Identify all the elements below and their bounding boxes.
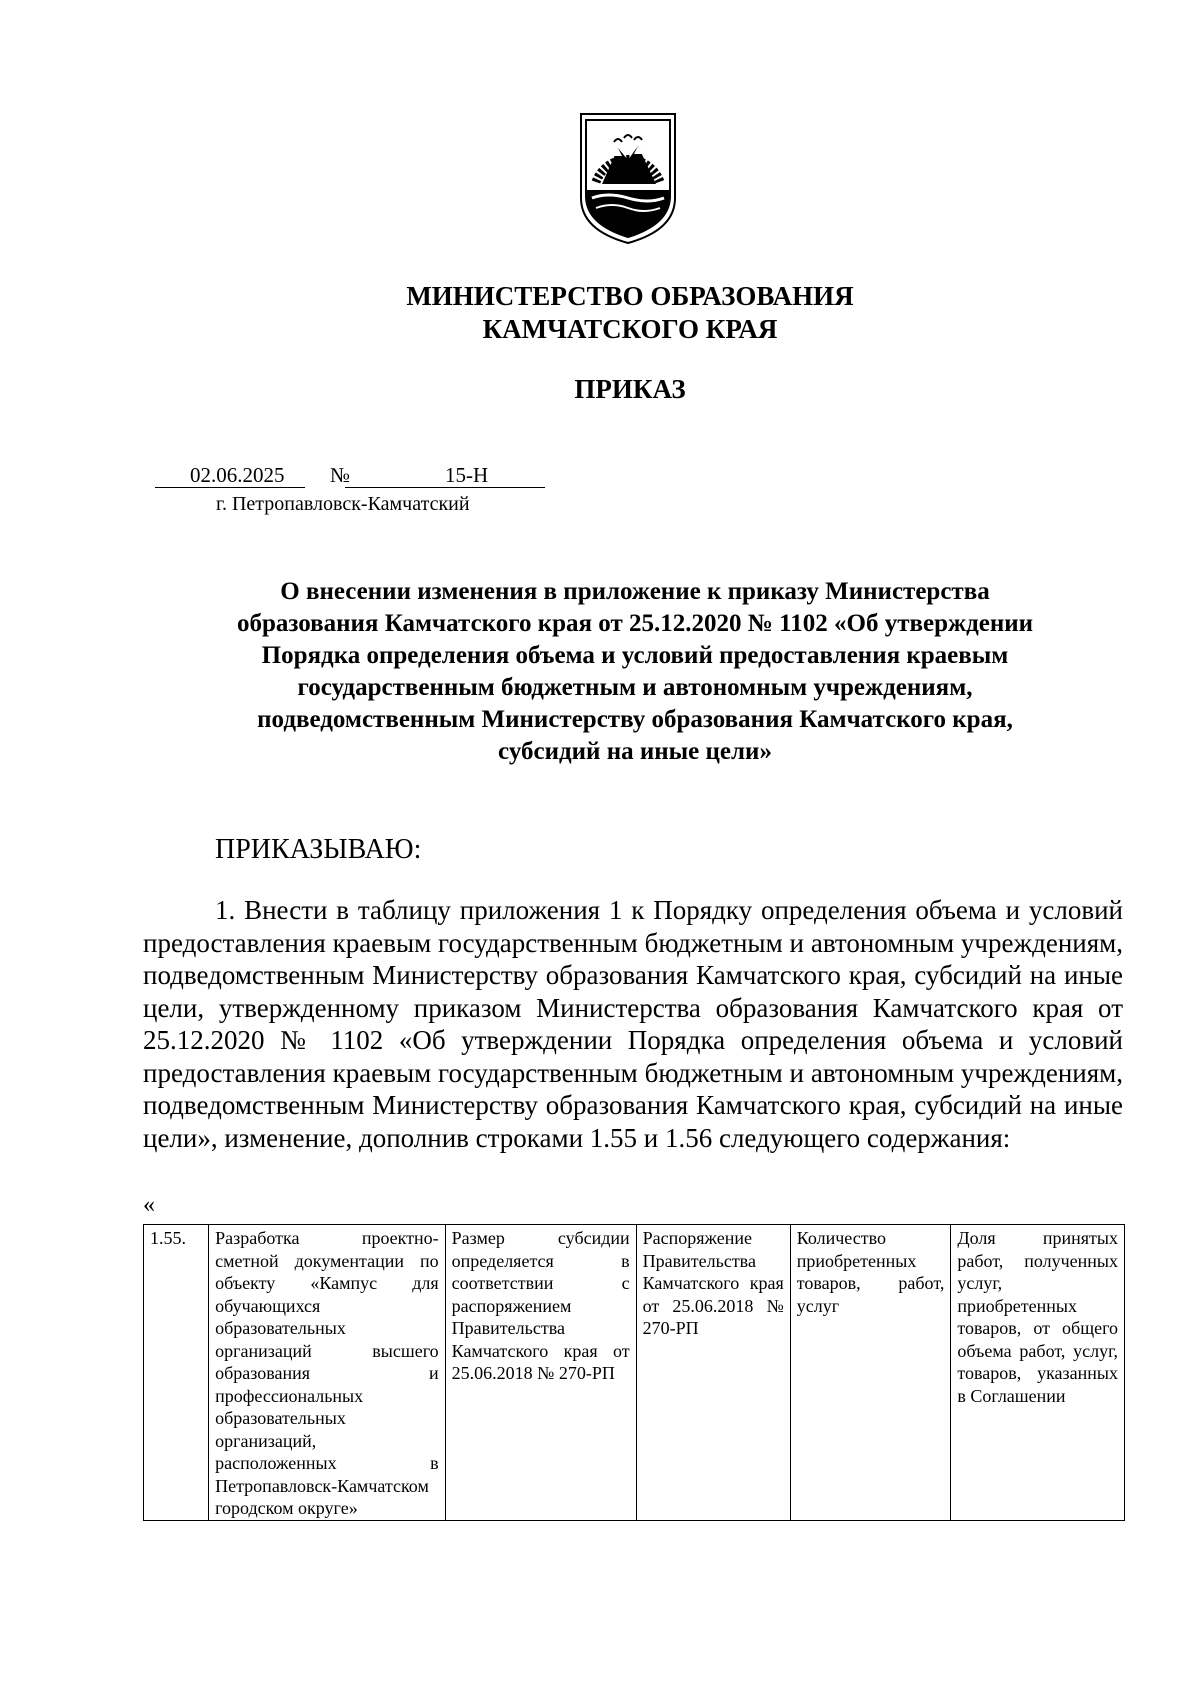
number-sign: № (330, 463, 351, 487)
city: г. Петропавловск-Камчатский (216, 493, 470, 515)
order-title (170, 576, 1100, 768)
order-date: 02.06.2025 (190, 463, 285, 487)
title-line-6: субсидий на иные цели» (498, 738, 772, 765)
opening-quote: « (143, 1192, 155, 1218)
row-number: 1.55. (144, 1225, 209, 1521)
title-line-5: подведомственным Министерству образования Камчатского края, (257, 706, 1013, 733)
title-line-4: государственным бюджетным и автономным учреждениям, (297, 674, 973, 701)
order-word: ПРИКАЗЫВАЮ: (215, 834, 422, 865)
title-line-1: О внесении изменения в приложение к приказу Министерства (280, 578, 990, 605)
amendment-table (143, 1224, 1125, 1521)
ministry-line-1: МИНИСТЕРСТВО ОБРАЗОВАНИЯ (406, 281, 854, 311)
title-line-2: образования Камчатского края от 25.12.2020 № 1102 «Об утверждении (236, 610, 1034, 637)
ministry-line-2: КАМЧАТСКОГО КРАЯ (482, 314, 778, 344)
row-result: Количество приобретенных товаров, работ, услуг (790, 1225, 951, 1521)
row-indicator: Доля принятых работ, полученных услуг, приобретенных товаров, от общего объема работ, услуг, товаров, указанных в Соглашении (951, 1225, 1125, 1521)
paragraph-1: 1. Внести в таблицу приложения 1 к Порядку определения объема и условий предоставления краевым государственным бюджетным и автономным учреждениям, подведомственным Министерству образования Камчатского края, субсидий на иные цели, утвержденному приказом Министерства образования Камчатского края от 25.12.2020 № 1102 «Об утверждении Порядка определения объема и условий предоставления краевым государственным бюджетным и автономным учреждениям, подведомственным Министерству образования Камчатского края, субсидий на иные цели», изменение, дополнив строками 1.55 и 1.56 следующего содержания: (143, 895, 1123, 1153)
title-line-3: Порядка определения объема и условий предоставления краевым (261, 642, 1009, 669)
order-number: 15-Н (445, 463, 489, 487)
row-basis: Распоряжение Правительства Камчатского края от 25.06.2018 № 270-РП (636, 1225, 790, 1521)
coat-of-arms-icon (578, 110, 678, 246)
row-name: Разработка проектно-сметной документации по объекту «Кампус для обучающихся образовательных организаций высшего образования и профессиональных образовательных организаций, расположенных в Петропавловск-Камчатском городском округе» (209, 1225, 446, 1521)
row-amount: Размер субсидии определяется в соответствии с распоряжением Правительства Камчатского края от 25.06.2018 № 270-РП (445, 1225, 636, 1521)
ministry-name (0, 280, 1200, 346)
table-row (144, 1225, 1125, 1521)
document-type: ПРИКАЗ (574, 374, 686, 404)
